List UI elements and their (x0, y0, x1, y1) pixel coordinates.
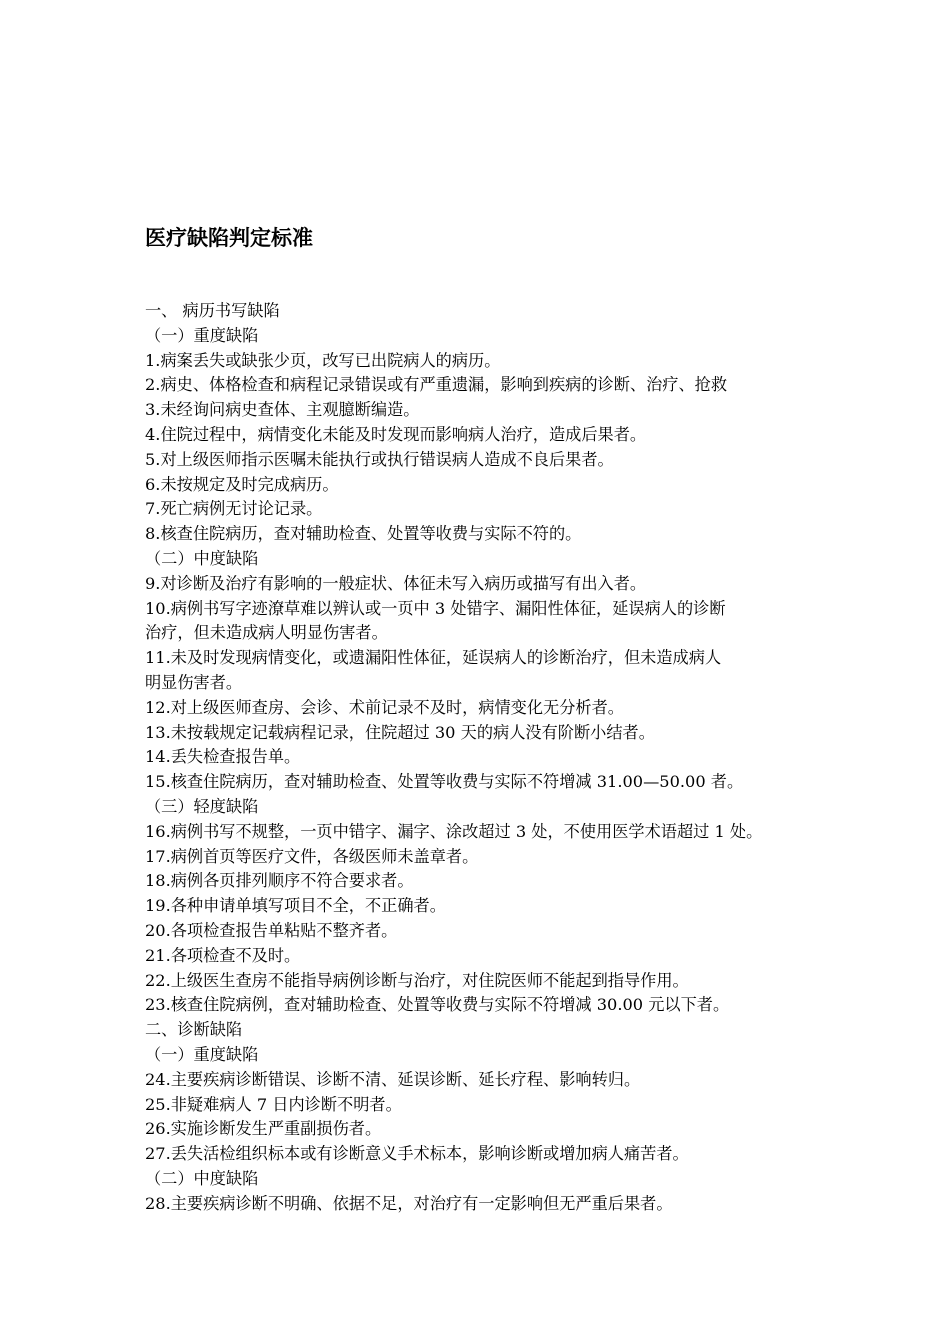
list-item: 17.病例首页等医疗文件，各级医师未盖章者。 (145, 846, 479, 866)
list-item: 3.未经询问病史查体、主观臆断编造。 (145, 400, 420, 420)
list-item: 15.核查住院病历，查对辅助检查、处置等收费与实际不符增减 31.00—50.00 者。 (145, 772, 744, 792)
list-item: 5.对上级医师指示医嘱未能执行或执行错误病人造成不良后果者。 (145, 449, 614, 469)
list-item: 21.各项检查不及时。 (145, 945, 301, 965)
list-item: 2.病史、体格检查和病程记录错误或有严重遗漏，影响到疾病的诊断、治疗、抢救 (145, 375, 728, 395)
list-item: 6.未按规定及时完成病历。 (145, 474, 339, 494)
list-item: 12.对上级医师查房、会诊、术前记录不及时，病情变化无分析者。 (145, 697, 624, 717)
section-heading: 一、 病历书写缺陷 (145, 301, 280, 320)
list-item: 11.未及时发现病情变化，或遗漏阳性体征，延误病人的诊断治疗，但未造成病人 (145, 648, 722, 668)
list-item: 13.未按载规定记载病程记录，住院超过 30 天的病人没有阶断小结者。 (145, 722, 655, 742)
list-item: 23.核查住院病例，查对辅助检查、处置等收费与实际不符增减 30.00 元以下者。 (145, 995, 730, 1015)
list-item: 18.病例各页排列顺序不符合要求者。 (145, 871, 414, 891)
list-item: 20.各项检查报告单粘贴不整齐者。 (145, 920, 398, 940)
subsection-heading: （一）重度缺陷 (145, 1044, 259, 1064)
document-body (145, 299, 835, 1216)
document-title: 医疗缺陷判定标准 (145, 226, 313, 250)
list-item: 26.实施诊断发生严重副损伤者。 (145, 1119, 382, 1139)
list-item: 16.病例书写不规整，一页中错字、漏字、涂改超过 3 处，不使用医学术语超过 1 处。 (145, 821, 763, 841)
subsection-heading: （二）中度缺陷 (145, 1168, 259, 1188)
list-item: 25.非疑难病人 7 日内诊断不明者。 (145, 1094, 402, 1114)
list-item: 9.对诊断及治疗有影响的一般症状、体征未写入病历或描写有出入者。 (145, 573, 647, 593)
list-item-continuation: 治疗，但未造成病人明显伤害者。 (145, 623, 388, 643)
list-item: 7.死亡病例无讨论记录。 (145, 499, 323, 519)
list-item: 8.核查住院病历，查对辅助检查、处置等收费与实际不符的。 (145, 524, 582, 544)
list-item: 14.丢失检查报告单。 (145, 747, 301, 767)
list-item: 4.住院过程中，病情变化未能及时发现而影响病人治疗，造成后果者。 (145, 424, 647, 444)
subsection-heading: （三）轻度缺陷 (145, 796, 259, 816)
list-item: 27.丢失活检组织标本或有诊断意义手术标本，影响诊断或增加病人痛苦者。 (145, 1144, 689, 1164)
list-item: 24.主要疾病诊断错误、诊断不清、延误诊断、延长疗程、影响转归。 (145, 1069, 641, 1089)
list-item-continuation: 明显伤害者。 (145, 672, 243, 692)
list-item: 28.主要疾病诊断不明确、依据不足，对治疗有一定影响但无严重后果者。 (145, 1193, 673, 1213)
subsection-heading: （二）中度缺陷 (145, 548, 259, 568)
list-item: 19.各种申请单填写项目不全，不正确者。 (145, 896, 446, 916)
section-heading: 二、诊断缺陷 (145, 1020, 243, 1040)
subsection-heading: （一）重度缺陷 (145, 325, 259, 345)
list-item: 22.上级医生查房不能指导病例诊断与治疗，对住院医师不能起到指导作用。 (145, 970, 689, 990)
list-item: 1.病案丢失或缺张少页，改写已出院病人的病历。 (145, 350, 501, 370)
list-item: 10.病例书写字迹潦草难以辨认或一页中 3 处错字、漏阳性体征，延误病人的诊断 (145, 598, 726, 618)
